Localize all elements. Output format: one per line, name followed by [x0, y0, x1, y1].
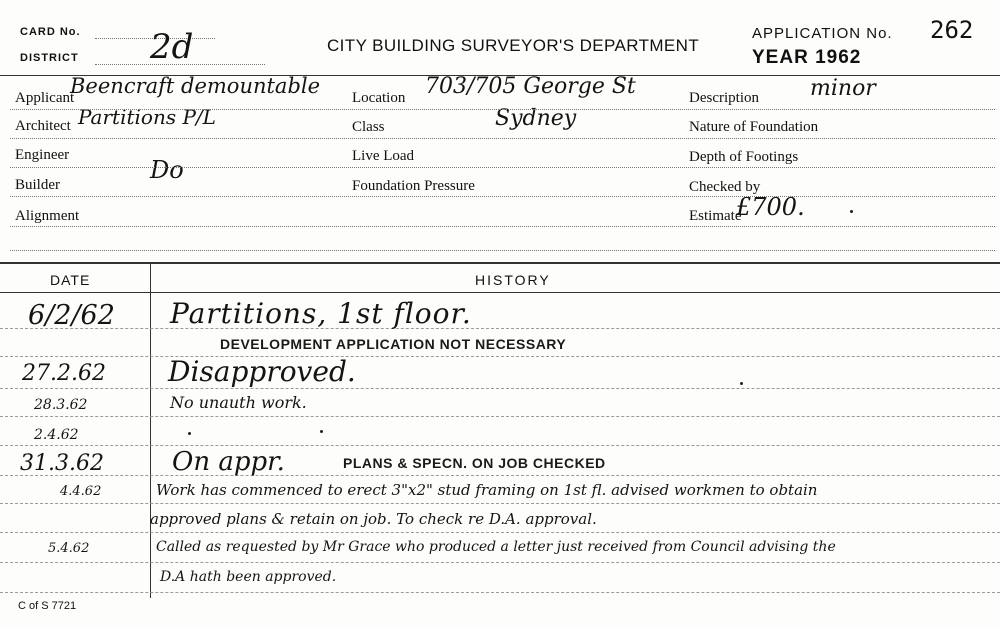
history-text: Disapproved. [168, 355, 356, 388]
engineer-label: Engineer [15, 147, 70, 163]
description-label: Description [689, 90, 759, 106]
field-row-line [10, 167, 995, 168]
history-row-line [0, 328, 1000, 329]
history-text: D.A hath been approved. [160, 569, 337, 585]
live-load-label: Live Load [352, 148, 415, 164]
history-row-line [0, 532, 1000, 533]
class-label: Class [352, 119, 385, 135]
alignment-label: Alignment [15, 208, 80, 224]
history-date: 6/2/62 [28, 300, 115, 331]
history-date: 2.4.62 [34, 427, 79, 443]
field-row-line [10, 196, 995, 197]
ink-dot [188, 432, 191, 435]
application-number: 262 [930, 16, 974, 44]
estimate-value: £700. [736, 193, 805, 221]
field-row-line [10, 109, 995, 110]
history-text: No unauth work. [170, 393, 307, 412]
card-no-label: CARD No. [20, 26, 81, 38]
history-date: 27.2.62 [22, 361, 106, 386]
history-date: 4.4.62 [60, 484, 102, 499]
history-row-line [0, 356, 1000, 357]
district-label: DISTRICT [20, 52, 79, 64]
history-header: HISTORY [475, 272, 551, 288]
applicant-label: Applicant [15, 90, 75, 106]
foundation-pressure-label: Foundation Pressure [352, 178, 475, 194]
application-label: APPLICATION No. [752, 25, 893, 42]
field-row-line [10, 138, 995, 139]
class-value: Sydney [495, 106, 577, 131]
history-text: Called as requested by Mr Grace who produced a letter just received from Council advising the [156, 539, 836, 555]
field-row-line [10, 250, 995, 251]
history-text: Work has commenced to erect 3"x2" stud framing on 1st fl. advised workmen to obtain [156, 481, 818, 499]
history-date: 31.3.62 [20, 451, 104, 476]
date-column-divider [150, 262, 151, 598]
depth-label: Depth of Footings [689, 149, 799, 165]
date-header: DATE [50, 272, 91, 288]
department-title: CITY BUILDING SURVEYOR'S DEPARTMENT [327, 36, 700, 55]
location-label: Location [352, 90, 406, 106]
history-text: On appr. [172, 447, 285, 477]
history-text: approved plans & retain on job. To check re D.A. approval. [150, 510, 597, 528]
ink-dot [850, 210, 853, 213]
year-label: YEAR 1962 [752, 47, 862, 68]
applicant-value: Beencraft demountable [70, 74, 321, 98]
ink-dot [320, 430, 323, 433]
history-row-line [0, 562, 1000, 563]
history-stamp: PLANS & SPECN. ON JOB CHECKED [343, 455, 606, 471]
history-row-line [0, 592, 1000, 593]
nature-label: Nature of Foundation [689, 119, 819, 135]
description-value: minor [810, 76, 876, 101]
checked-label: Checked by [689, 179, 761, 195]
history-header-rule [0, 292, 1000, 293]
history-text: Partitions, 1st floor. [170, 297, 472, 330]
history-row-line [0, 388, 1000, 389]
form-code: C of S 7721 [18, 600, 77, 612]
builder-label: Builder [15, 177, 60, 193]
history-row-line [0, 503, 1000, 504]
estimate-label: Estimate [689, 208, 742, 224]
history-row-line [0, 445, 1000, 446]
ink-dot [740, 382, 743, 385]
history-stamp: DEVELOPMENT APPLICATION NOT NECESSARY [220, 336, 567, 352]
architect-label: Architect [15, 118, 71, 134]
history-date: 5.4.62 [48, 541, 90, 556]
location-value: 703/705 George St [425, 74, 636, 99]
field-row-line [10, 226, 995, 227]
district-value: 2d [150, 27, 194, 67]
history-date: 28.3.62 [34, 397, 88, 413]
history-row-line [0, 475, 1000, 476]
architect-value: Partitions P/L [78, 105, 216, 129]
builder-value: Do [150, 156, 184, 184]
history-row-line [0, 416, 1000, 417]
